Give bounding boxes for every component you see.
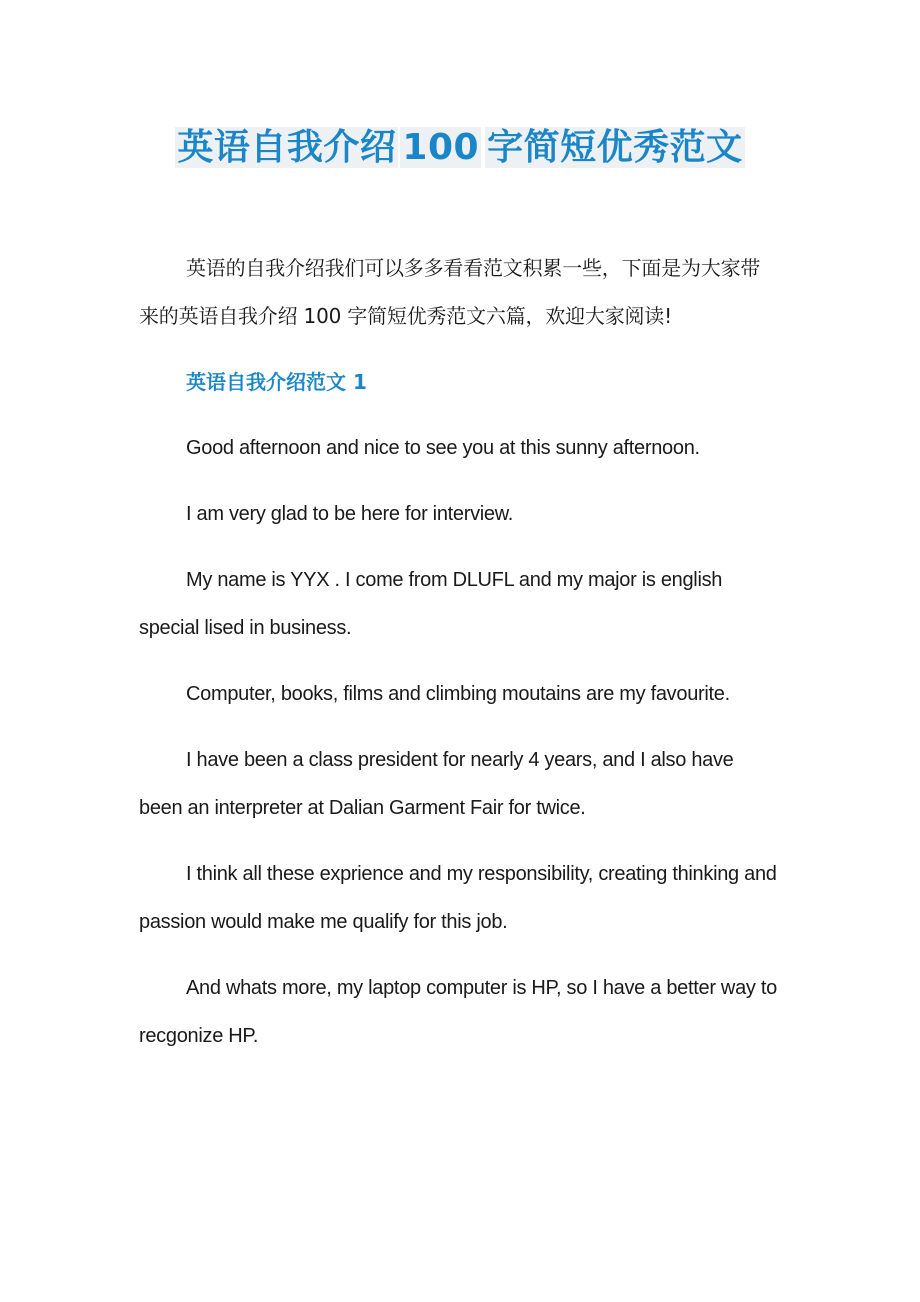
body-paragraph: Computer, books, films and climbing moutains are my favourite. [186, 683, 730, 705]
section-heading: 英语自我介绍范文 1 [186, 370, 367, 394]
body-paragraph: Good afternoon and nice to see you at this sunny afternoon. [186, 437, 700, 459]
intro-paragraph: 英语的自我介绍我们可以多多看看范文积累一些，下面是为大家带来的英语自我介绍 100 字简短优秀范文六篇，欢迎大家阅读! [139, 256, 761, 328]
title-part-3: 字简短优秀范文 [487, 127, 743, 168]
body-paragraph: I am very glad to be here for interview. [186, 503, 514, 525]
title-part-2: 100 [402, 127, 480, 168]
body-paragraph: My name is YYX . I come from DLUFL and my major is english special lised in business. [139, 569, 723, 639]
body-paragraph: I have been a class president for nearly 4 years, and I also have been an interpreter at Dalian Garment Fair for twice. [139, 749, 734, 819]
body-paragraph: I think all these exprience and my responsibility, creating thinking and passion would make me qualify for this job. [139, 863, 777, 933]
body-paragraph: And whats more, my laptop computer is HP, so I have a better way to recgonize HP. [139, 977, 777, 1047]
document-body [139, 244, 779, 1078]
title-part-1: 英语自我介绍 [177, 127, 397, 168]
page-title [0, 122, 920, 174]
